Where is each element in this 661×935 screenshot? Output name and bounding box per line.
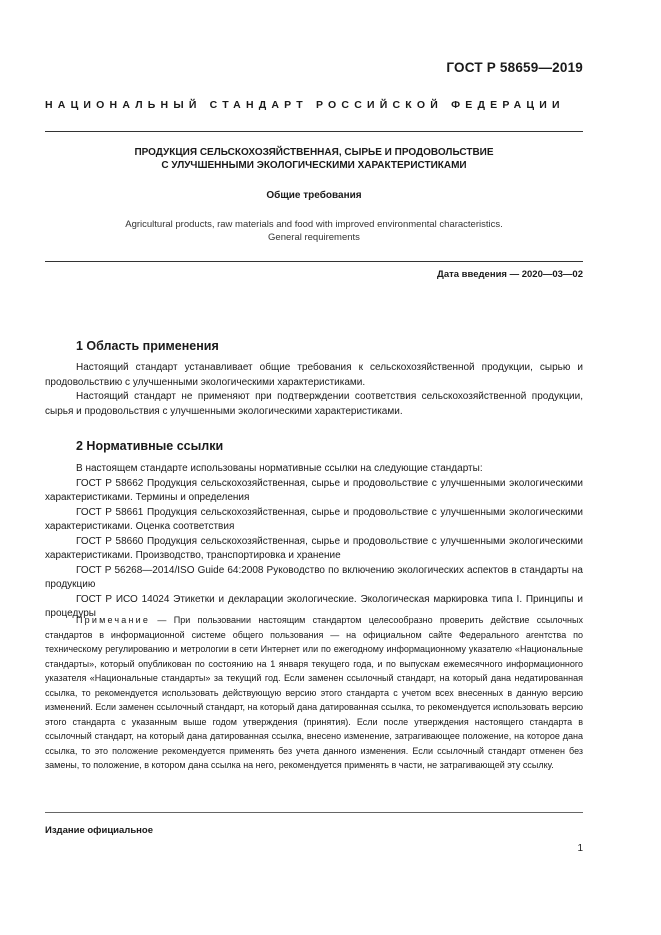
title-divider	[45, 261, 583, 262]
product-title	[45, 146, 583, 172]
reference-item: ГОСТ Р 56268—2014/ISO Guide 64:2008 Руководство по включению экологических аспектов в стандарты на продукцию	[45, 564, 583, 590]
section-2-body	[45, 462, 583, 622]
section-2-heading: 2 Нормативные ссылки	[76, 439, 224, 453]
reference-item: ГОСТ Р 58661 Продукция сельскохозяйственная, сырье и продовольствие с улучшенными экологическими характеристиками. Оценка соответствия	[45, 506, 583, 532]
document-id: ГОСТ Р 58659—2019	[446, 60, 583, 75]
english-title-line-1: Agricultural products, raw materials and food with improved environmental characteristics.	[125, 219, 503, 230]
note-label: Примечание	[76, 615, 151, 625]
section-1-body	[45, 361, 583, 419]
introduction-date: Дата введения — 2020—03—02	[437, 269, 583, 280]
section-1-heading: 1 Область применения	[76, 339, 219, 353]
reference-item: ГОСТ Р 58662 Продукция сельскохозяйственная, сырье и продовольствие с улучшенными экологическими характеристиками. Термины и определения	[45, 477, 583, 503]
paragraph: Настоящий стандарт не применяют при подтверждении соответствия сельскохозяйственной продукции, сырья и продовольствия с улучшенными экологическими характеристиками.	[45, 391, 583, 417]
paragraph: Настоящий стандарт устанавливает общие требования к сельскохозяйственной продукции, сырью и продовольствию с улучшенными экологическими характеристиками.	[45, 362, 583, 388]
note-block	[45, 613, 583, 773]
product-title-line-1: ПРОДУКЦИЯ СЕЛЬСКОХОЗЯЙСТВЕННАЯ, СЫРЬЕ И ПРОДОВОЛЬСТВИЕ	[134, 147, 494, 158]
english-title-line-2: General requirements	[268, 232, 360, 243]
document-subtitle: Общие требования	[266, 190, 362, 201]
product-title-line-2: С УЛУЧШЕННЫМИ ЭКОЛОГИЧЕСКИМИ ХАРАКТЕРИСТИКАМИ	[161, 160, 467, 171]
standard-title: НАЦИОНАЛЬНЫЙ СТАНДАРТ РОССИЙСКОЙ ФЕДЕРАЦИИ	[45, 99, 565, 111]
paragraph: В настоящем стандарте использованы нормативные ссылки на следующие стандарты:	[76, 463, 483, 474]
header-divider	[45, 131, 583, 132]
english-title	[45, 218, 583, 244]
footer-divider	[45, 812, 583, 813]
note-paragraph	[45, 613, 583, 773]
reference-item: ГОСТ Р ИСО 14024 Этикетки и декларации экологические. Экологическая маркировка типа I. Принципы и процедуры	[45, 593, 583, 619]
note-text: — При пользовании настоящим стандартом целесообразно проверить действие ссылочных стандартов в информационной системе общего пользования — на официальном сайте Федерального агентства по техническому регулированию и метрологии в сети Интернет или по ежегодному информационному указателю «Национальные стандарты», который опубликован по состоянию на 1 января текущего года, и по выпускам ежемесячного информационного указателя «Национальные стандарты» за текущий год. Если заменен ссылочный стандарт, на который дана недатированная ссылка, то рекомендуется использовать действующую версию этого стандарта с учетом всех внесенных в данную версию изменений. Если заменен ссылочный стандарт, на который дана датированная ссылка, то рекомендуется использовать версию этого стандарта с указанным выше годом утверждения (принятия). Если после утверждения настоящего стандарта в ссылочный стандарт, на который дана датированная ссылка, внесено изменение, затрагивающее положение, на которое дана ссылка, то это положение рекомендуется применять без учета данного изменения. Если ссылочный стандарт отменен без замены, то положение, в котором дана ссылка на него, рекомендуется применять в части, не затрагивающей эту ссылку.	[45, 615, 583, 770]
page-number: 1	[577, 843, 583, 854]
edition-label: Издание официальное	[45, 825, 153, 836]
reference-item: ГОСТ Р 58660 Продукция сельскохозяйственная, сырье и продовольствие с улучшенными экологическими характеристиками. Производство, транспортировка и хранение	[45, 535, 583, 561]
